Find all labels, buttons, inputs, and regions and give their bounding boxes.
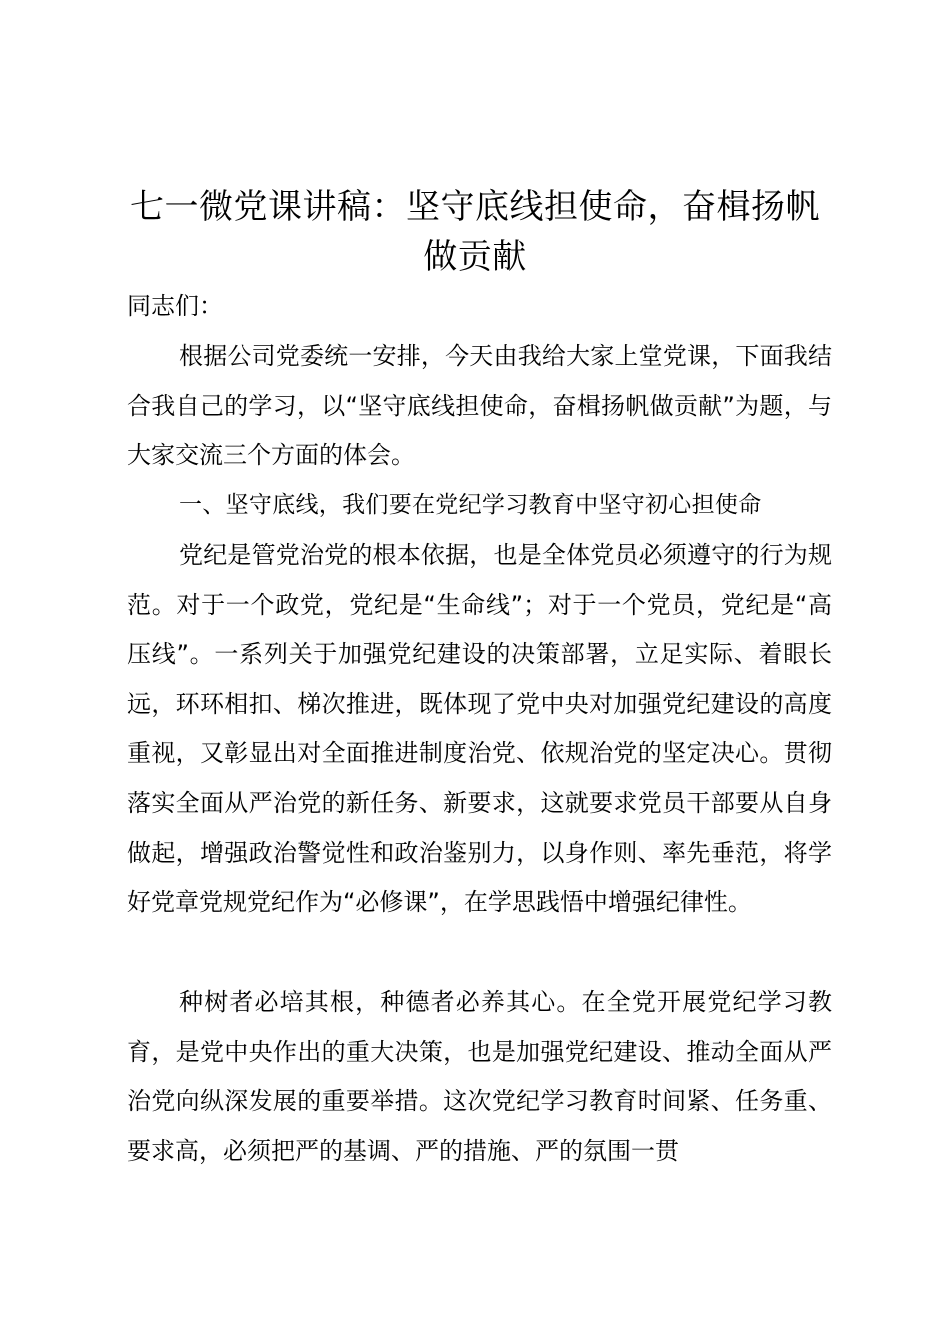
document-title-line1: 七一微党课讲稿：坚守底线担使命，奋楫扬帆 [130,187,820,227]
section-heading-1: 一、坚守底线，我们要在党纪学习教育中坚守初心担使命 [179,492,762,518]
paragraph-education: 种树者必培其根，种德者必养其心。在全党开展党纪学习教育，是党中央作出的重大决策，也是加强党纪建设、推动全面从严治党向纵深发展的重要举措。这次党纪学习教育时间紧、任务重、要求高，必须把严的基调、严的措施、严的氛围一贯 [127,988,832,1165]
paragraph-party-discipline: 党纪是管党治党的根本依据，也是全体党员必须遵守的行为规范。对于一个政党，党纪是“生命线”；对于一个党员，党纪是“高压线”。一系列关于加强党纪建设的决策部署，立足实际、着眼长远，环环相扣、梯次推进，既体现了党中央对加强党纪建设的高度重视，又彰显出对全面推进制度治党、依规治党的坚定决心。贯彻落实全面从严治党的新任务、新要求，这就要求党员干部要从自身做起，增强政治警觉性和政治鉴别力，以身作则、率先垂范，将学好党章党规党纪作为“必修课”，在学思践悟中增强纪律性。 [127,541,832,917]
paragraph-intro: 根据公司党委统一安排，今天由我给大家上堂党课，下面我结合我自己的学习，以“坚守底线担使命，奋楫扬帆做贡献”为题，与大家交流三个方面的体会。 [127,342,832,470]
document-title-line2: 做贡献 [423,237,527,277]
greeting: 同志们： [127,292,223,320]
